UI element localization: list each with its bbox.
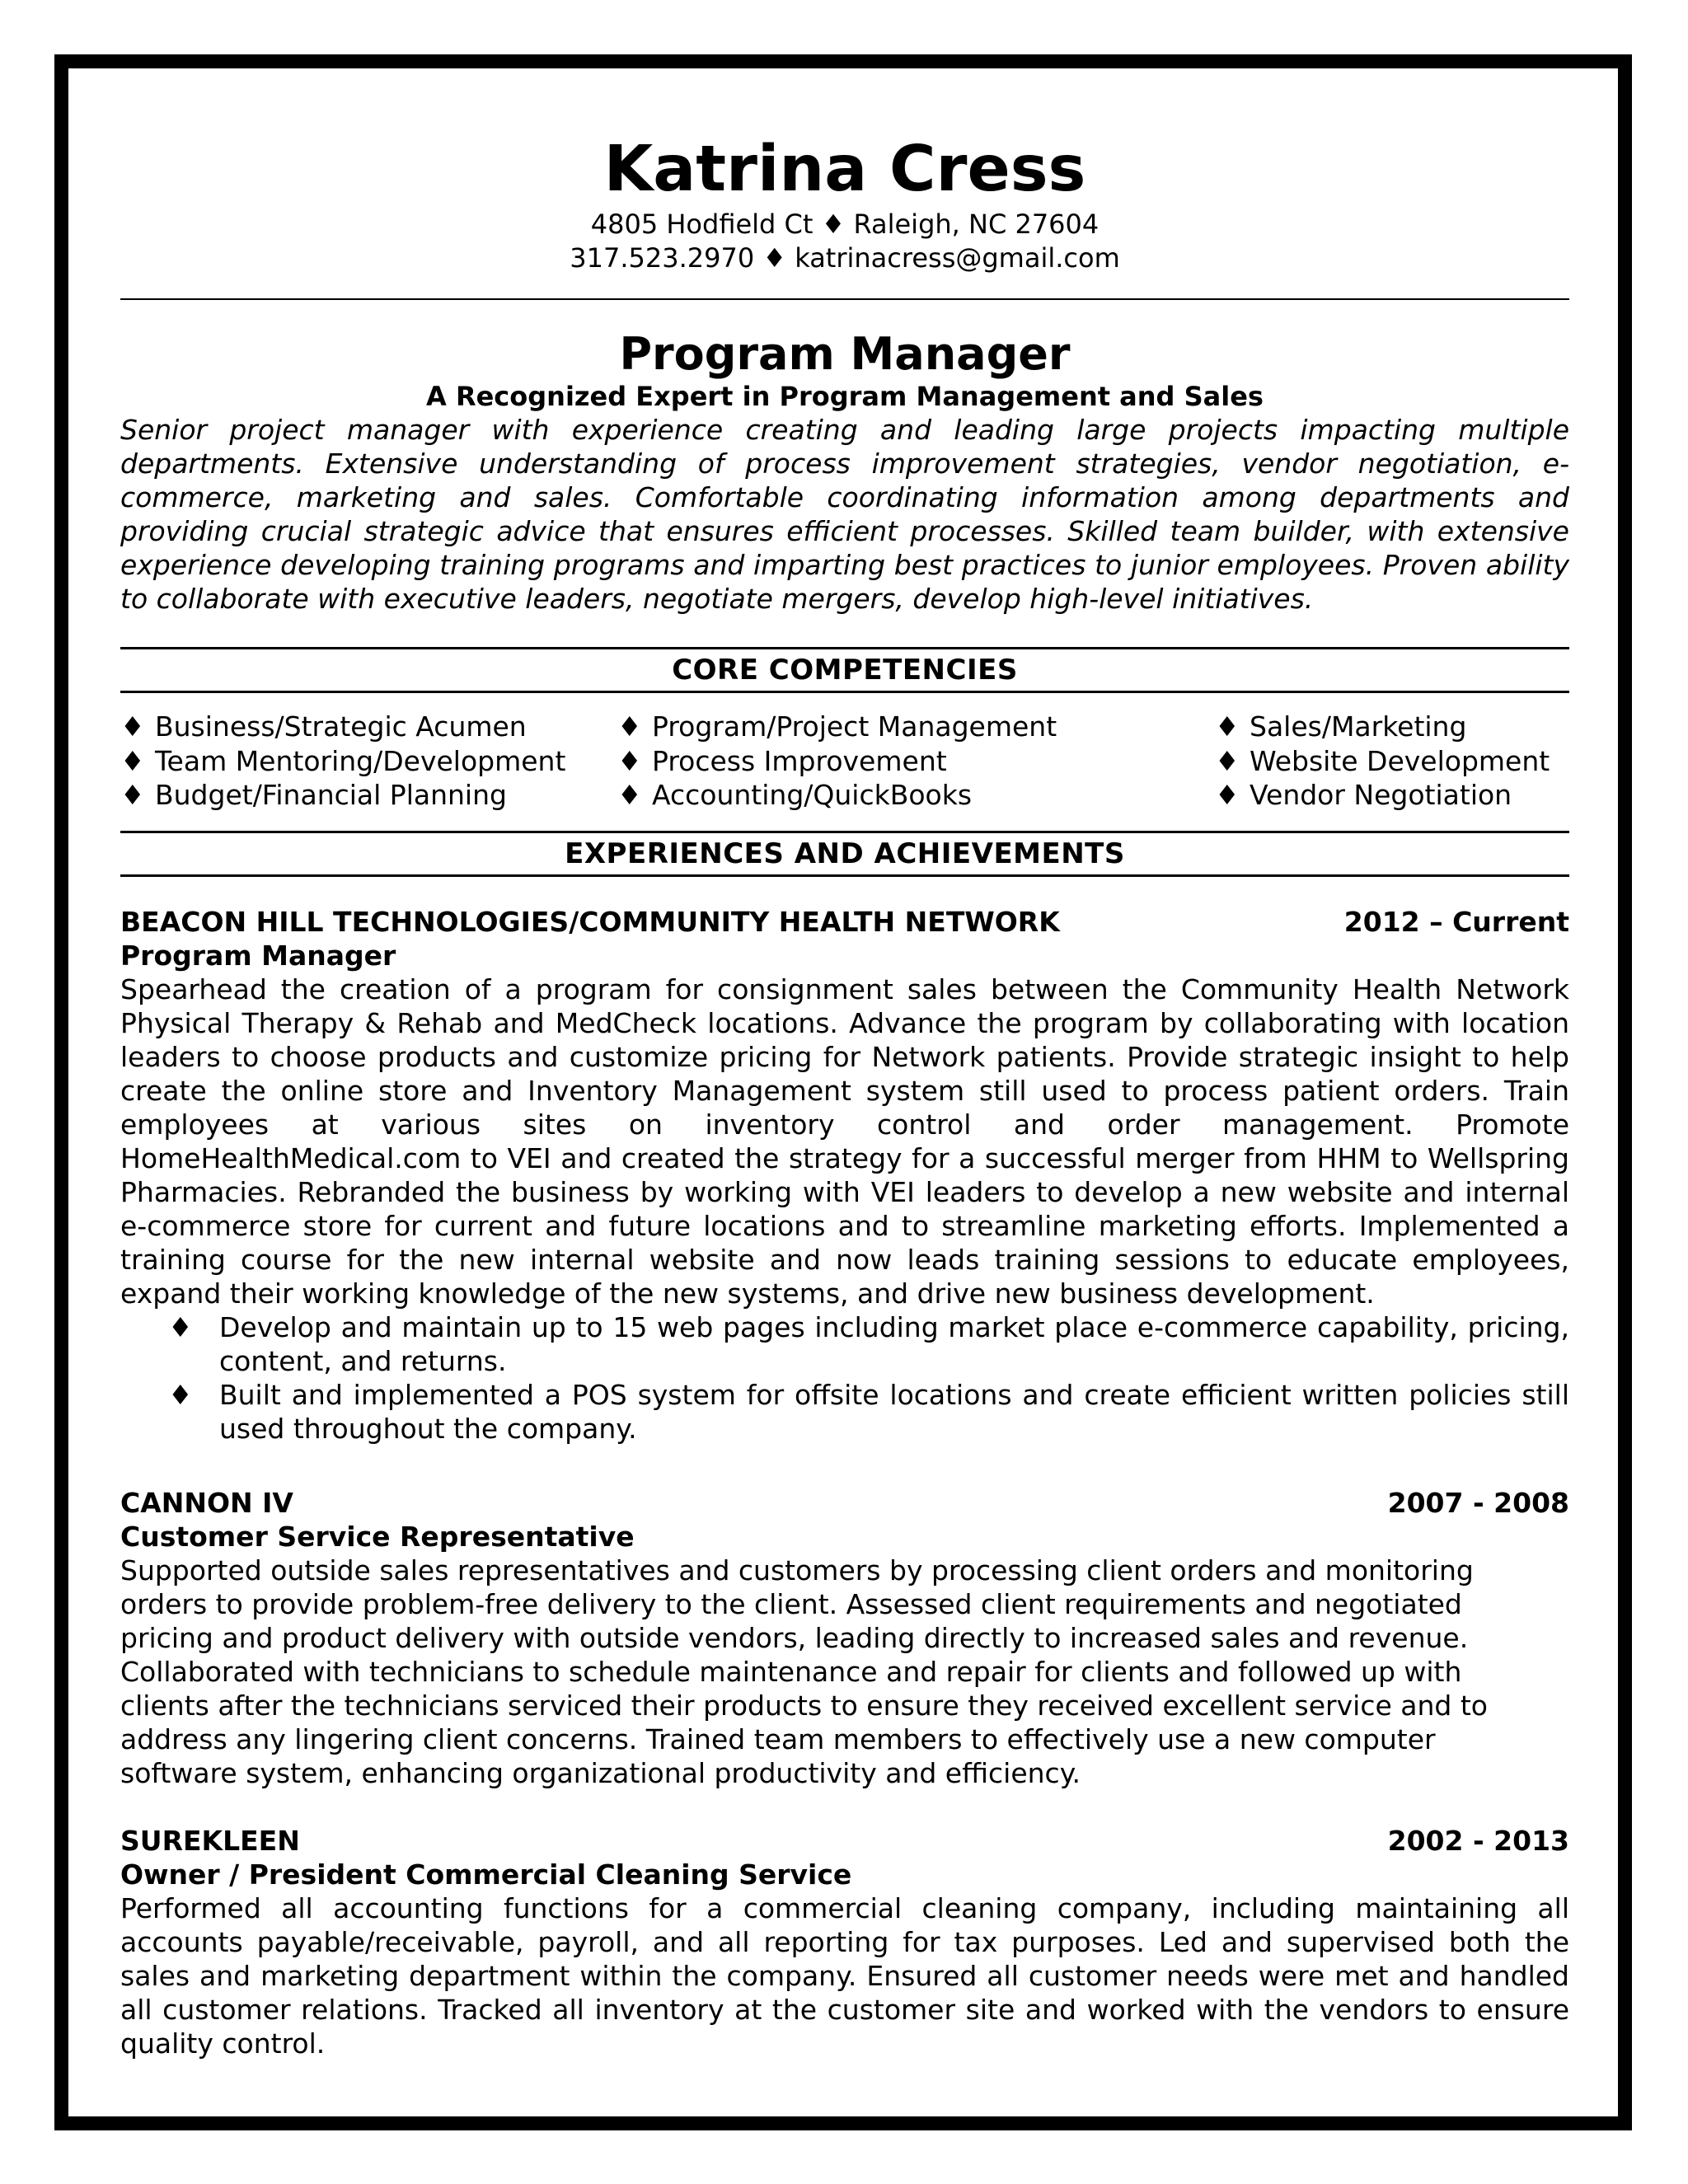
company-name: CANNON IV <box>120 1486 293 1519</box>
diamond-bullet-icon: ♦ <box>1215 779 1240 811</box>
competency-item: ♦ Team Mentoring/Development <box>120 744 566 777</box>
address-line: 4805 Hodfield Ct ♦ Raleigh, NC 27604 <box>590 209 1100 240</box>
candidate-name: Katrina Cress <box>603 133 1086 206</box>
competency-item: ♦ Vendor Negotiation <box>1215 779 1512 811</box>
job-role: Owner / President Commercial Cleaning Service <box>120 1858 852 1891</box>
job-header <box>120 905 1569 939</box>
diamond-bullet-icon: ♦ <box>1215 710 1240 743</box>
company-name: BEACON HILL TECHNOLOGIES/COMMUNITY HEALTH NETWORK <box>120 905 1060 938</box>
job-entry <box>120 1486 1569 1790</box>
resume <box>120 132 1569 2060</box>
job-dates: 2012 – Current <box>1343 905 1569 938</box>
diamond-bullet-icon: ♦ <box>120 710 145 743</box>
job-dates: 2007 - 2008 <box>1387 1486 1569 1519</box>
experience-heading: EXPERIENCES AND ACHIEVEMENTS <box>565 837 1125 870</box>
competency-item: ♦ Sales/Marketing <box>1215 710 1467 743</box>
competency-item: ♦ Process Improvement <box>617 744 947 777</box>
summary: Senior project manager with experience creating and leading large projects impacting multiple departments. Extensive understanding of process improvement strategies, vendor negotiation, e-commerce, marketing and sales. Comfortable coordinating information among departments and providing crucial strategic advice that ensures efficient processes. Skilled team builder, with extensive experience developing training programs and imparting best practices to junior employees. Proven ability to collaborate with executive leaders, negotiate mergers, develop high-level initiatives. <box>120 414 1569 615</box>
job-role: Program Manager <box>120 939 396 972</box>
achievement-list <box>120 1310 1569 1446</box>
competencies-grid <box>120 710 1569 813</box>
diamond-bullet-icon: ♦ <box>617 744 642 777</box>
competency-item: ♦ Business/Strategic Acumen <box>120 710 527 743</box>
job-header <box>120 1486 1569 1520</box>
job-entry <box>120 905 1569 1446</box>
list-item: ♦ Develop and maintain up to 15 web pages including market place e-commerce capability, pricing, content, and returns. <box>168 1310 1569 1377</box>
job-title: Program Manager <box>619 328 1071 380</box>
tagline: A Recognized Expert in Program Management and Sales <box>426 381 1264 412</box>
diamond-bullet-icon: ♦ <box>617 779 642 811</box>
competency-item: ♦ Accounting/QuickBooks <box>617 779 973 811</box>
list-item: ♦ Built and implemented a POS system for offsite locations and create efficient written policies still used throughout the company. <box>168 1378 1569 1445</box>
competencies-heading: CORE COMPETENCIES <box>672 654 1018 687</box>
contact-line: 317.523.2970 ♦ katrinacress@gmail.com <box>570 242 1120 274</box>
diamond-bullet-icon: ♦ <box>1215 744 1240 777</box>
job-dates: 2002 - 2013 <box>1387 1824 1569 1857</box>
job-description: Performed all accounting functions for a commercial cleaning company, including maintaining all accounts payable/receivable, payroll, and all reporting for tax purposes. Led and supervised both the sales and marketing department within the company. Ensured all customer needs were met and handled all customer relations. Tracked all inventory at the customer site and worked with the vendors to ensure quality control. <box>120 1891 1569 2060</box>
job-entry <box>120 1824 1569 2060</box>
competency-item: ♦ Program/Project Management <box>617 710 1057 743</box>
diamond-bullet-icon: ♦ <box>168 1378 193 1411</box>
job-description: Spearhead the creation of a program for consignment sales between the Community Health Network Physical Therapy & Rehab and MedCheck locations. Advance the program by collaborating with location leaders to choose products and customize pricing for Network patients. Provide strategic insight to help create the online store and Inventory Management system still used to process patient orders. Train employees at various sites on inventory control and order management. Promote HomeHealthMedical.com to VEI and created the strategy for a successful merger from HHM to Wellspring Pharmacies. Rebranded the business by working with VEI leaders to develop a new website and internal e-commerce store for current and future locations and to streamline marketing efforts. Implemented a training course for the new internal website and now leads training sessions to educate employees, expand their working knowledge of the new systems, and drive new business development. <box>120 972 1569 1310</box>
job-header <box>120 1824 1569 1858</box>
job-description: Supported outside sales representatives and customers by processing client orders and monitoring orders to provide problem-free delivery to the client. Assessed client requirements and negotiated pricing and product delivery with outside vendors, leading directly to increased sales and revenue. Collaborated with technicians to schedule maintenance and repair for clients and followed up with clients after the technicians serviced their products to ensure they received excellent service and to address any lingering client concerns. Trained team members to effectively use a new computer software system, enhancing organizational productivity and efficiency. <box>120 1554 1488 1789</box>
competency-item: ♦ Budget/Financial Planning <box>120 779 507 811</box>
diamond-bullet-icon: ♦ <box>120 744 145 777</box>
diamond-bullet-icon: ♦ <box>120 779 145 811</box>
job-role: Customer Service Representative <box>120 1520 635 1553</box>
diamond-bullet-icon: ♦ <box>617 710 642 743</box>
diamond-bullet-icon: ♦ <box>168 1310 193 1343</box>
company-name: SUREKLEEN <box>120 1824 300 1857</box>
competency-item: ♦ Website Development <box>1215 744 1550 777</box>
